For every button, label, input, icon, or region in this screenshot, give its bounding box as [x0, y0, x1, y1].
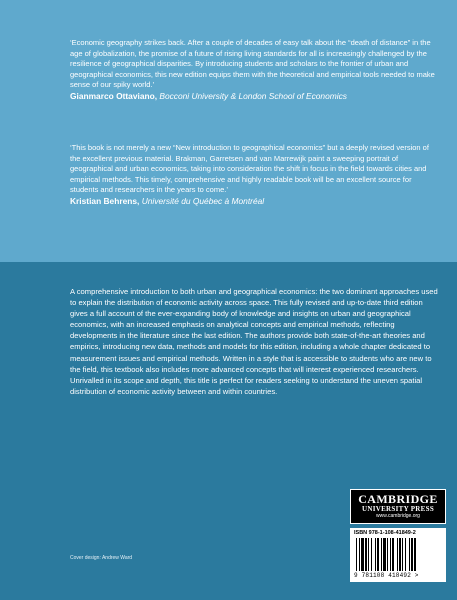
- quote-text: ‘Economic geography strikes back. After a couple of decades of easy talk about the “death of distance” in the age of globalization, the promise of a future of rising living standards for all is increasingly challenged by the resilience of geographical disparities. By introducing students and scholars to the frontier of urban and geographical economics, this new edition equips them with the theoretical and empirical tools needed to make sense of our spiky world.’: [70, 38, 435, 90]
- barcode-bar: [359, 538, 360, 571]
- barcode-bar: [390, 538, 391, 571]
- barcode-bar: [371, 538, 372, 571]
- quote-author: Gianmarco Ottaviano,: [70, 90, 158, 101]
- publisher-press: UNIVERSITY PRESS: [361, 505, 435, 513]
- quote-affiliation: Université du Québec à Montréal: [141, 195, 265, 206]
- endorsement-panel: [0, 0, 457, 262]
- publisher-url: www.cambridge.org: [376, 513, 420, 519]
- barcode-bar: [411, 538, 413, 571]
- publisher-name: CAMBRIDGE: [358, 492, 438, 506]
- barcode-bar: [365, 538, 367, 571]
- barcode-bar: [375, 538, 376, 571]
- barcode-digits: 9 781108 418492 >: [354, 572, 419, 579]
- quote-author: Kristian Behrens,: [70, 195, 140, 206]
- publisher-logo: [350, 489, 446, 524]
- barcode-bar: [377, 538, 379, 571]
- barcode: [350, 528, 446, 582]
- barcode-bar: [383, 538, 386, 571]
- quote-text: ‘This book is not merely a new “New introduction to geographical economics” but a deeply revised version of the excellent previous material. Brakman, Garretsen and van Marrewijk paint a sweeping portrait of geographical and urban economics, taking into consideration the shift in focus in the field towards cities and empirical methods. This timely, comprehensive and highly readable book will be an excellent source for students and researchers in the years to come.’: [70, 143, 429, 195]
- endorsement-quote-1: [70, 38, 438, 102]
- barcode-bar: [368, 538, 369, 571]
- barcode-bar: [399, 538, 401, 571]
- barcode-bar: [387, 538, 388, 571]
- barcode-bar: [356, 538, 357, 571]
- cover-credit: Cover design: Andrew Ward: [70, 555, 133, 561]
- quote-attribution: [70, 196, 438, 207]
- isbn-label: ISBN 978-1-108-41849-2: [354, 530, 416, 536]
- barcode-bar: [392, 538, 394, 571]
- book-description: A comprehensive introduction to both urban and geographical economics: the two dominant approaches used to explain the distribution of economic activity across space. This fully revised and up-to-date third edition gives a full account of the ever-expanding body of knowledge and insights on urban and geographical economics, with an increased emphasis on analytical concepts and empirical methods, reflecting developments in the literature since the last edition. The authors provide both state-of-the-art theories and empirics, introducing new data, methods and models for this edition, including a whole chapter dedicated to measurement issues and empirical methods. Written in a style that is accessible to students who are new to the field, this textbook also includes more advanced concepts that will interest experienced researchers. Unrivalled in its scope and depth, this title is perfect for readers seeking to understand the uneven spatial distribution of economic activity between and within countries.: [70, 287, 438, 396]
- barcode-bar: [361, 538, 364, 571]
- quote-affiliation: Bocconi University & London School of Economics: [159, 90, 347, 101]
- barcode-bar: [409, 538, 410, 571]
- endorsement-quote-2: [70, 143, 438, 207]
- barcode-bar: [397, 538, 398, 571]
- barcode-bars: [356, 538, 440, 571]
- barcode-bar: [405, 538, 406, 571]
- quote-attribution: [70, 91, 438, 102]
- barcode-bar: [381, 538, 382, 571]
- barcode-bar: [402, 538, 403, 571]
- barcode-bar: [414, 538, 416, 571]
